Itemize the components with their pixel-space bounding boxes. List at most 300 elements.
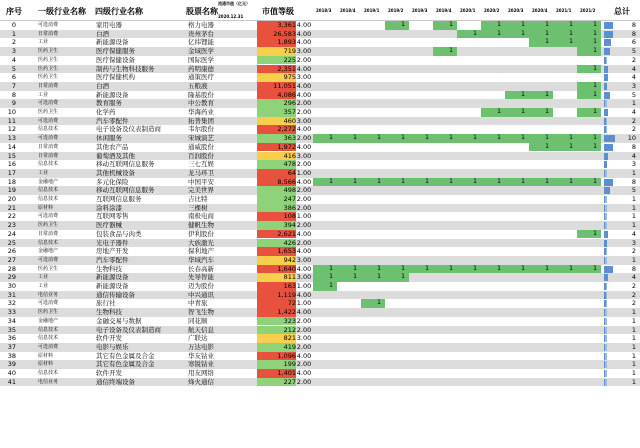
- row-total: 4: [631, 273, 636, 282]
- row-level: 4.00: [296, 247, 312, 256]
- row-market-value: 942: [283, 255, 296, 264]
- row-industry1: 工业: [38, 169, 49, 176]
- row-index: 12: [7, 125, 16, 134]
- table-row[interactable]: [0, 73, 640, 82]
- row-industry4: 医疗保健设备: [96, 55, 135, 64]
- row-total: 1: [631, 351, 636, 360]
- total-bar: [604, 153, 608, 160]
- row-market-value: 296: [283, 99, 296, 108]
- table-row[interactable]: [0, 230, 640, 239]
- row-total: 6: [631, 38, 636, 47]
- row-level: 4.00: [296, 142, 312, 151]
- row-total: 3: [631, 81, 636, 90]
- row-market-value: 108: [283, 212, 296, 221]
- row-total: 4: [631, 108, 636, 116]
- row-industry1: 可选消费: [38, 100, 59, 107]
- row-market-value: 2,351: [277, 64, 296, 73]
- quarter-value: 1: [593, 142, 597, 150]
- quarter-value: 1: [545, 264, 549, 272]
- row-level: 2.00: [296, 221, 312, 230]
- row-industry4: 通信终端设备: [96, 377, 135, 386]
- row-market-value: 975: [283, 73, 296, 82]
- row-market-value: 199: [283, 360, 296, 369]
- row-total: 3: [631, 160, 636, 169]
- row-industry1: 日常消费: [38, 143, 59, 150]
- table-row[interactable]: [0, 125, 640, 134]
- table-row[interactable]: [0, 91, 640, 100]
- total-bar: [604, 213, 605, 220]
- total-bar: [604, 57, 606, 64]
- row-index: 19: [7, 186, 16, 195]
- total-bar: [604, 66, 608, 73]
- total-bar: [604, 222, 605, 229]
- total-bar: [604, 327, 605, 334]
- header-industry4: 四级行业名称: [95, 7, 143, 16]
- row-total: 4: [631, 73, 636, 82]
- row-market-value: 460: [283, 116, 296, 125]
- row-market-value: 426: [283, 238, 296, 247]
- row-market-value: 11,051: [273, 81, 296, 90]
- row-level: 4.00: [296, 264, 312, 273]
- table-row[interactable]: [0, 108, 640, 117]
- row-index: 1: [11, 29, 16, 38]
- row-level: 3.00: [296, 334, 312, 343]
- quarter-value: 1: [449, 21, 453, 28]
- row-level: 4.00: [296, 125, 312, 134]
- table-row[interactable]: [0, 326, 640, 335]
- row-industry4: 新能源设备: [96, 282, 129, 290]
- row-stock-name: 中兴通讯: [188, 290, 214, 299]
- row-total: 1: [631, 212, 636, 221]
- row-index: 3: [11, 47, 16, 56]
- row-total: 1: [631, 377, 636, 386]
- row-index: 35: [7, 325, 16, 334]
- total-bar: [604, 161, 607, 168]
- row-level: 4.00: [296, 29, 312, 38]
- row-level: 4.00: [296, 177, 312, 186]
- quarter-value: 1: [329, 273, 333, 281]
- total-bar: [604, 144, 613, 151]
- row-industry1: 可选消费: [38, 135, 59, 142]
- row-total: 8: [631, 21, 636, 29]
- row-level: 2.00: [296, 377, 312, 386]
- row-industry1: 金融地产: [38, 248, 59, 255]
- row-level: 1.00: [296, 299, 312, 308]
- row-market-value: 478: [283, 160, 296, 169]
- table-row[interactable]: [0, 152, 640, 161]
- quarter-value: 1: [497, 29, 501, 37]
- row-index: 14: [7, 142, 16, 151]
- row-industry1: 信息技术: [38, 326, 59, 333]
- row-stock-name: 广联达: [188, 334, 208, 343]
- total-bar: [604, 231, 608, 238]
- table-row[interactable]: [0, 134, 640, 143]
- quarter-value: 1: [473, 29, 477, 37]
- row-total: 8: [631, 142, 636, 151]
- table-row[interactable]: [0, 65, 640, 74]
- header-row: [0, 0, 640, 21]
- table-row[interactable]: [0, 352, 640, 361]
- row-stock-name: 吉比特: [188, 195, 208, 203]
- total-bar: [604, 179, 613, 186]
- row-industry4: 汽车零配件: [96, 116, 129, 125]
- total-bar: [604, 292, 606, 299]
- row-level: 2.00: [296, 325, 312, 334]
- row-industry4: 白酒: [96, 29, 109, 38]
- quarter-value: 1: [593, 29, 597, 37]
- row-stock-name: 隆基股份: [188, 90, 214, 99]
- row-level: 2.00: [296, 316, 312, 325]
- row-level: 2.00: [296, 99, 312, 108]
- table-row[interactable]: [0, 308, 640, 317]
- row-index: 26: [7, 247, 16, 256]
- row-industry4: 制药与生物科技服务: [96, 64, 155, 73]
- quarter-value: 1: [569, 177, 573, 185]
- row-market-value: 1,401: [277, 369, 296, 377]
- row-level: 3.00: [296, 273, 312, 282]
- row-total: 5: [631, 47, 636, 56]
- row-industry4: 其他机械设备: [96, 168, 135, 177]
- row-industry4: 生物科技: [96, 264, 122, 273]
- table-row[interactable]: [0, 360, 640, 369]
- row-stock-name: 大族激光: [188, 238, 214, 247]
- quarter-value: 1: [593, 90, 597, 98]
- row-index: 38: [7, 351, 16, 360]
- quarter-value: 1: [473, 264, 477, 272]
- row-industry4: 电子设备及仪表制造商: [96, 125, 161, 134]
- header-quarter: 2021/2: [580, 8, 596, 13]
- row-industry4: 休闲服务: [96, 134, 122, 143]
- row-total: 4: [631, 64, 636, 73]
- row-stock-name: 格力电器: [188, 21, 214, 29]
- row-industry4: 其它有色金属及合金: [96, 360, 155, 369]
- row-level: 1.00: [296, 282, 312, 290]
- table-row[interactable]: [0, 343, 640, 352]
- row-total: 1: [631, 99, 636, 108]
- row-level: 3.00: [296, 73, 312, 82]
- row-industry4: 旅行社: [96, 299, 116, 308]
- row-level: 1.00: [296, 212, 312, 221]
- quarter-value: 1: [545, 134, 549, 142]
- row-market-value: 4,086: [277, 90, 296, 99]
- quarter-value: 1: [329, 177, 333, 185]
- row-index: 10: [7, 108, 16, 116]
- row-level: 3.00: [296, 255, 312, 264]
- row-index: 25: [7, 238, 16, 247]
- row-market-value: 225: [283, 55, 296, 64]
- quarter-value: 1: [401, 134, 405, 142]
- row-level: 2.00: [296, 195, 312, 203]
- table-row[interactable]: [0, 143, 640, 152]
- row-index: 37: [7, 342, 16, 351]
- row-industry1: 可选消费: [38, 117, 59, 124]
- total-bar: [604, 266, 613, 273]
- row-stock-name: 中国平安: [188, 177, 214, 186]
- row-level: 3.00: [296, 151, 312, 160]
- table-row[interactable]: [0, 334, 640, 343]
- quarter-value: 1: [329, 134, 333, 142]
- row-index: 33: [7, 308, 16, 317]
- row-market-value: 363: [283, 134, 296, 143]
- table-row[interactable]: [0, 169, 640, 178]
- row-stock-name: 华域汽车: [188, 255, 214, 264]
- row-index: 24: [7, 229, 16, 238]
- row-market-value: 419: [283, 342, 296, 351]
- header-market-value: 市值等级: [262, 7, 294, 16]
- quarter-value: 1: [401, 177, 405, 185]
- row-market-value: 1,096: [277, 351, 296, 360]
- row-industry4: 葡萄酒及其他: [96, 151, 135, 160]
- total-bar: [604, 196, 605, 203]
- row-industry1: 可选消费: [38, 300, 59, 307]
- total-bar: [604, 344, 605, 351]
- row-index: 13: [7, 134, 16, 143]
- row-level: 4.00: [296, 64, 312, 73]
- quarter-value: 1: [425, 177, 429, 185]
- row-industry1: 医药卫生: [38, 56, 59, 63]
- row-industry1: 医药卫生: [38, 65, 59, 72]
- quarter-value: 1: [497, 264, 501, 272]
- quarter-value: 1: [545, 177, 549, 185]
- table-row[interactable]: [0, 38, 640, 47]
- row-index: 28: [7, 264, 16, 273]
- total-bar: [604, 74, 608, 81]
- quarter-value: 1: [569, 264, 573, 272]
- total-bar: [604, 31, 613, 38]
- total-bar: [604, 187, 610, 194]
- row-market-value: 72: [287, 299, 296, 308]
- row-stock-name: 拓普集团: [188, 116, 214, 125]
- quarter-value: 1: [521, 90, 525, 98]
- table-row[interactable]: [0, 56, 640, 65]
- total-bar: [604, 274, 608, 281]
- row-stock-name: 五粮液: [188, 81, 208, 90]
- row-total: 1: [631, 195, 636, 203]
- row-industry4: 其他农产品: [96, 142, 129, 151]
- row-industry1: 日常消费: [38, 82, 59, 89]
- row-index: 27: [7, 255, 16, 264]
- quarter-value: 1: [425, 134, 429, 142]
- row-industry1: 日常消费: [38, 30, 59, 37]
- quarter-value: 1: [497, 108, 501, 115]
- row-index: 39: [7, 360, 16, 369]
- row-index: 9: [11, 99, 16, 108]
- row-index: 40: [7, 369, 16, 377]
- quarter-value: 1: [545, 38, 549, 46]
- quarter-value: 1: [353, 134, 357, 142]
- header-quarter: 2019/1: [364, 8, 380, 13]
- row-stock-name: 三棵树: [188, 203, 208, 212]
- row-industry1: 电信业务: [38, 378, 59, 385]
- row-industry4: 教育服务: [96, 99, 122, 108]
- row-stock-name: 同花顺: [188, 316, 208, 325]
- row-stock-name: 先导智能: [188, 273, 214, 282]
- row-stock-name: 长春高新: [188, 264, 214, 273]
- quarter-value: 1: [497, 134, 501, 142]
- total-bar: [604, 283, 606, 290]
- table-row[interactable]: [0, 212, 640, 221]
- header-index: 序号: [6, 7, 22, 16]
- total-bar: [604, 118, 606, 125]
- quarter-value: 1: [329, 264, 333, 272]
- row-industry4: 其它有色金属及合金: [96, 351, 155, 360]
- row-market-value: 1,640: [277, 264, 296, 273]
- row-level: 4.00: [296, 38, 312, 47]
- row-index: 6: [11, 73, 16, 82]
- row-industry1: 电信业务: [38, 291, 59, 298]
- row-total: 4: [631, 229, 636, 238]
- row-stock-name: 寒锐钴业: [188, 360, 214, 369]
- row-market-value: 2,621: [277, 229, 296, 238]
- header-quarter: 2020/1: [460, 8, 476, 13]
- row-industry1: 工业: [38, 283, 49, 289]
- table-row[interactable]: [0, 47, 640, 56]
- table-row[interactable]: [0, 299, 640, 308]
- quarter-value: 1: [377, 264, 381, 272]
- row-industry4: 医疗器械: [96, 221, 122, 230]
- table-row[interactable]: [0, 282, 640, 291]
- row-stock-name: 中青旅: [188, 299, 208, 308]
- quarter-value: 1: [497, 177, 501, 185]
- row-industry1: 信息技术: [38, 187, 59, 194]
- row-industry4: 新能源设备: [96, 90, 129, 99]
- quarter-value: 1: [353, 177, 357, 185]
- row-market-value: 26,583: [273, 29, 296, 38]
- quarter-value: 1: [521, 29, 525, 37]
- table-row[interactable]: [0, 21, 640, 30]
- row-industry4: 软件开发: [96, 334, 122, 343]
- total-bar: [604, 39, 611, 46]
- total-bar: [604, 240, 607, 247]
- quarter-value: 1: [545, 90, 549, 98]
- row-level: 4.00: [296, 369, 312, 377]
- quarter-value: 1: [521, 108, 525, 115]
- table-row[interactable]: [0, 221, 640, 230]
- table-row[interactable]: [0, 239, 640, 248]
- row-industry1: 可选消费: [38, 213, 59, 220]
- row-total: 2: [631, 116, 636, 125]
- quarter-value: 1: [497, 21, 501, 28]
- row-industry1: 工业: [38, 39, 49, 46]
- row-market-value: 1,972: [277, 142, 296, 151]
- row-market-value: 416: [283, 151, 296, 160]
- row-stock-name: 药明康德: [188, 64, 214, 73]
- row-industry4: 包装食品与肉类: [96, 229, 142, 238]
- row-level: 2.00: [296, 160, 312, 169]
- row-industry4: 金融交易与数据: [96, 316, 142, 325]
- row-stock-name: 航天信息: [188, 325, 214, 334]
- total-bar: [604, 205, 605, 212]
- table-row[interactable]: [0, 256, 640, 265]
- row-total: 3: [631, 238, 636, 247]
- table-row[interactable]: [0, 186, 640, 195]
- row-stock-name: 通威股份: [188, 142, 214, 151]
- row-level: 2.00: [296, 203, 312, 212]
- quarter-value: 1: [401, 21, 405, 28]
- table-row[interactable]: [0, 317, 640, 326]
- row-total: 5: [631, 186, 636, 195]
- row-level: 2.00: [296, 108, 312, 116]
- total-bar: [604, 170, 605, 177]
- row-index: 16: [7, 160, 16, 169]
- row-industry1: 医药卫生: [38, 74, 59, 81]
- row-index: 8: [11, 90, 16, 99]
- quarter-value: 1: [521, 264, 525, 272]
- quarter-value: 1: [353, 264, 357, 272]
- row-industry1: 信息技术: [38, 196, 59, 202]
- header-quarter: 2020/3: [508, 8, 524, 13]
- row-index: 22: [7, 212, 16, 221]
- table-row[interactable]: [0, 99, 640, 108]
- table-row[interactable]: [0, 369, 640, 378]
- row-stock-name: 贵州茅台: [188, 29, 214, 38]
- quarter-value: 1: [545, 21, 549, 28]
- header-total: 总计: [614, 7, 630, 16]
- row-index: 36: [7, 334, 16, 343]
- row-total: 1: [631, 360, 636, 369]
- row-industry1: 信息技术: [38, 161, 59, 168]
- row-industry1: 工业: [38, 91, 49, 98]
- row-industry1: 日常消费: [38, 152, 59, 159]
- row-stock-name: 保利地产: [188, 247, 214, 256]
- table-row[interactable]: [0, 82, 640, 91]
- table-row[interactable]: [0, 178, 640, 187]
- row-market-value: 227: [283, 377, 296, 386]
- table-row[interactable]: [0, 195, 640, 204]
- quarter-value: 1: [377, 134, 381, 142]
- row-stock-name: 华友钴业: [188, 351, 214, 360]
- row-total: 1: [631, 203, 636, 212]
- total-bar: [604, 126, 606, 133]
- quarter-value: 1: [377, 299, 381, 307]
- row-index: 4: [11, 55, 16, 64]
- row-market-value: 323: [283, 316, 296, 325]
- row-market-value: 1,893: [277, 38, 296, 47]
- row-market-value: 212: [283, 325, 296, 334]
- table-row[interactable]: [0, 160, 640, 169]
- row-stock-name: 通策医疗: [188, 73, 214, 82]
- table-row[interactable]: [0, 247, 640, 256]
- quarter-value: 1: [545, 29, 549, 37]
- row-industry4: 光电子器件: [96, 238, 129, 247]
- table-row[interactable]: [0, 273, 640, 282]
- quarter-value: 1: [593, 21, 597, 28]
- row-index: 29: [7, 273, 16, 282]
- row-industry1: 金融地产: [38, 178, 59, 185]
- row-market-value: 247: [283, 195, 296, 203]
- row-industry1: 可选消费: [38, 256, 59, 263]
- row-stock-name: 百润股份: [188, 151, 214, 160]
- header-quarter: 2018/4: [340, 8, 356, 13]
- header-stock-name: 股票名称: [186, 7, 218, 16]
- table-row[interactable]: [0, 378, 640, 387]
- row-index: 5: [11, 64, 16, 73]
- row-level: 2.00: [296, 186, 312, 195]
- row-market-value: 1,422: [277, 308, 296, 317]
- row-industry1: 医药卫生: [38, 48, 59, 55]
- row-stock-name: 完美世界: [188, 186, 214, 195]
- table-row[interactable]: [0, 265, 640, 274]
- row-market-value: 386: [283, 203, 296, 212]
- header-quarter: 2020/4: [532, 8, 548, 13]
- quarter-value: 1: [377, 273, 381, 281]
- row-market-value: 498: [283, 186, 296, 195]
- quarter-value: 1: [449, 134, 453, 142]
- row-total: 1: [631, 342, 636, 351]
- row-index: 2: [11, 38, 16, 47]
- total-bar: [604, 379, 605, 386]
- row-industry4: 互联网信息服务: [96, 195, 142, 203]
